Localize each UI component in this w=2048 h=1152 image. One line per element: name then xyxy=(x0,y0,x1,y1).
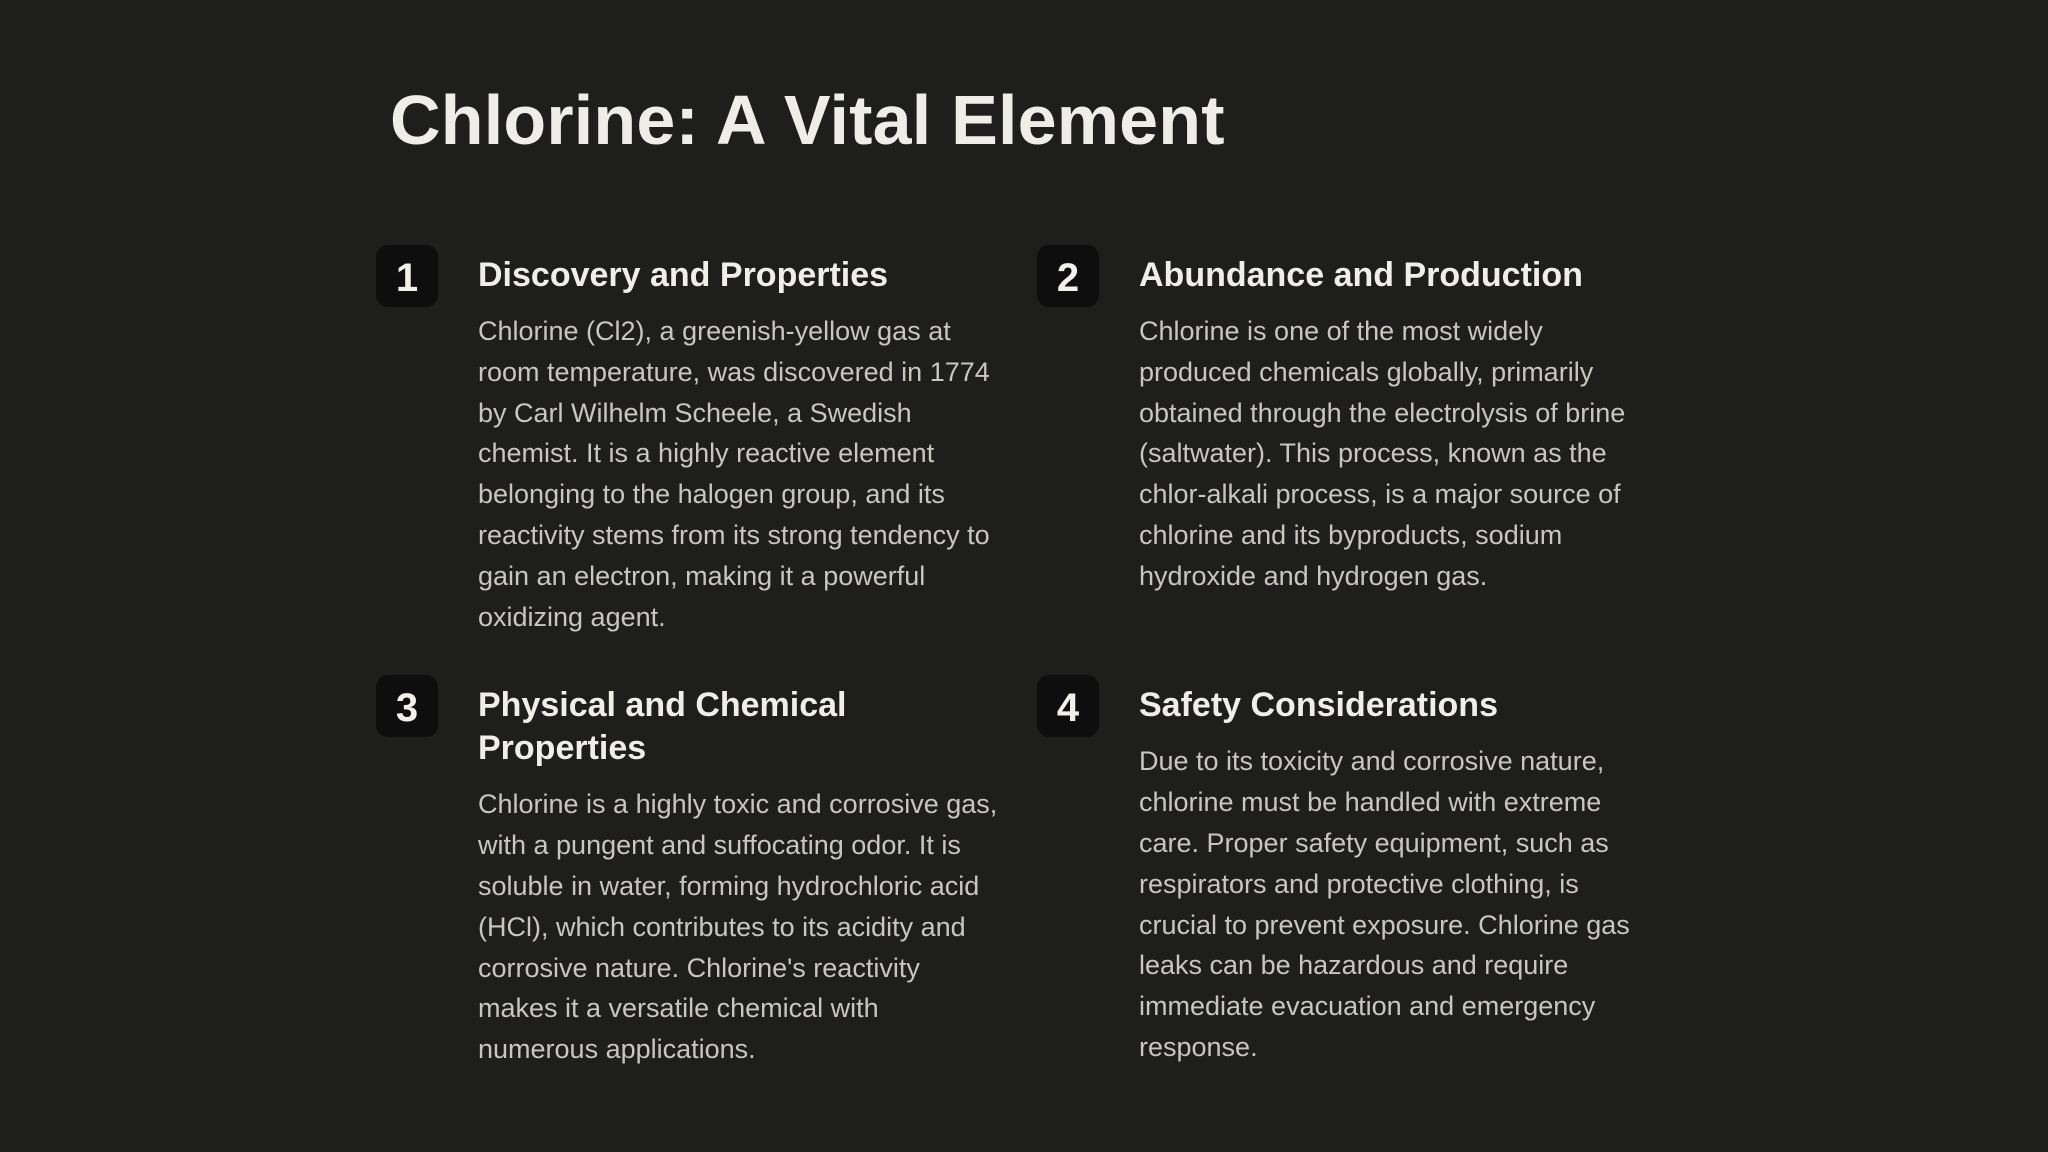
item-physical-chemical xyxy=(376,675,1037,1070)
item-body: Due to its toxicity and corrosive nature, chlorine must be handled with extreme care. Proper safety equipment, such as respirators and protective clothing, is crucial to prevent exposure. Chlorine gas leaks can be hazardous and require immediate evacuation and emergency response. xyxy=(1139,746,1630,1062)
item-discovery xyxy=(376,245,1037,637)
item-safety xyxy=(1037,675,1637,1070)
item-heading: Physical and Chemical Properties xyxy=(478,686,847,768)
items-grid xyxy=(376,245,1676,1070)
item-heading: Abundance and Production xyxy=(1139,256,1583,294)
number-badge: 3 xyxy=(376,675,438,737)
item-content xyxy=(1139,245,1637,597)
number-badge: 4 xyxy=(1037,675,1099,737)
item-content xyxy=(478,675,998,1070)
number-badge: 2 xyxy=(1037,245,1099,307)
item-heading: Safety Considerations xyxy=(1139,686,1498,725)
item-content xyxy=(478,245,998,637)
number-badge: 1 xyxy=(376,245,438,307)
item-body: Chlorine (Cl2), a greenish-yellow gas at room temperature, was discovered in 1774 by Carl Wilhelm Scheele, a Swedish chemist. It is a highly reactive element belonging to the halogen group, and its reactivity stems from its strong tendency to gain an electron, making it a powerful oxidizing agent. xyxy=(478,316,990,632)
slide-title: Chlorine: A Vital Element xyxy=(390,81,1225,159)
item-body: Chlorine is one of the most widely produced chemicals globally, primarily obtained through the electrolysis of brine (saltwater). This process, known as the chlor-alkali process, is a major source of chlorine and its byproducts, sodium hydroxide and hydrogen gas. xyxy=(1139,316,1626,591)
item-content xyxy=(1139,675,1637,1067)
item-heading: Discovery and Properties xyxy=(478,256,889,294)
item-abundance xyxy=(1037,245,1637,637)
item-body: Chlorine is a highly toxic and corrosive gas, with a pungent and suffocating odor. It is soluble in water, forming hydrochloric acid (HCl), which contributes to its acidity and corrosive nature. Chlorine's reactivity makes it a versatile chemical with numerous applications. xyxy=(478,789,998,1065)
